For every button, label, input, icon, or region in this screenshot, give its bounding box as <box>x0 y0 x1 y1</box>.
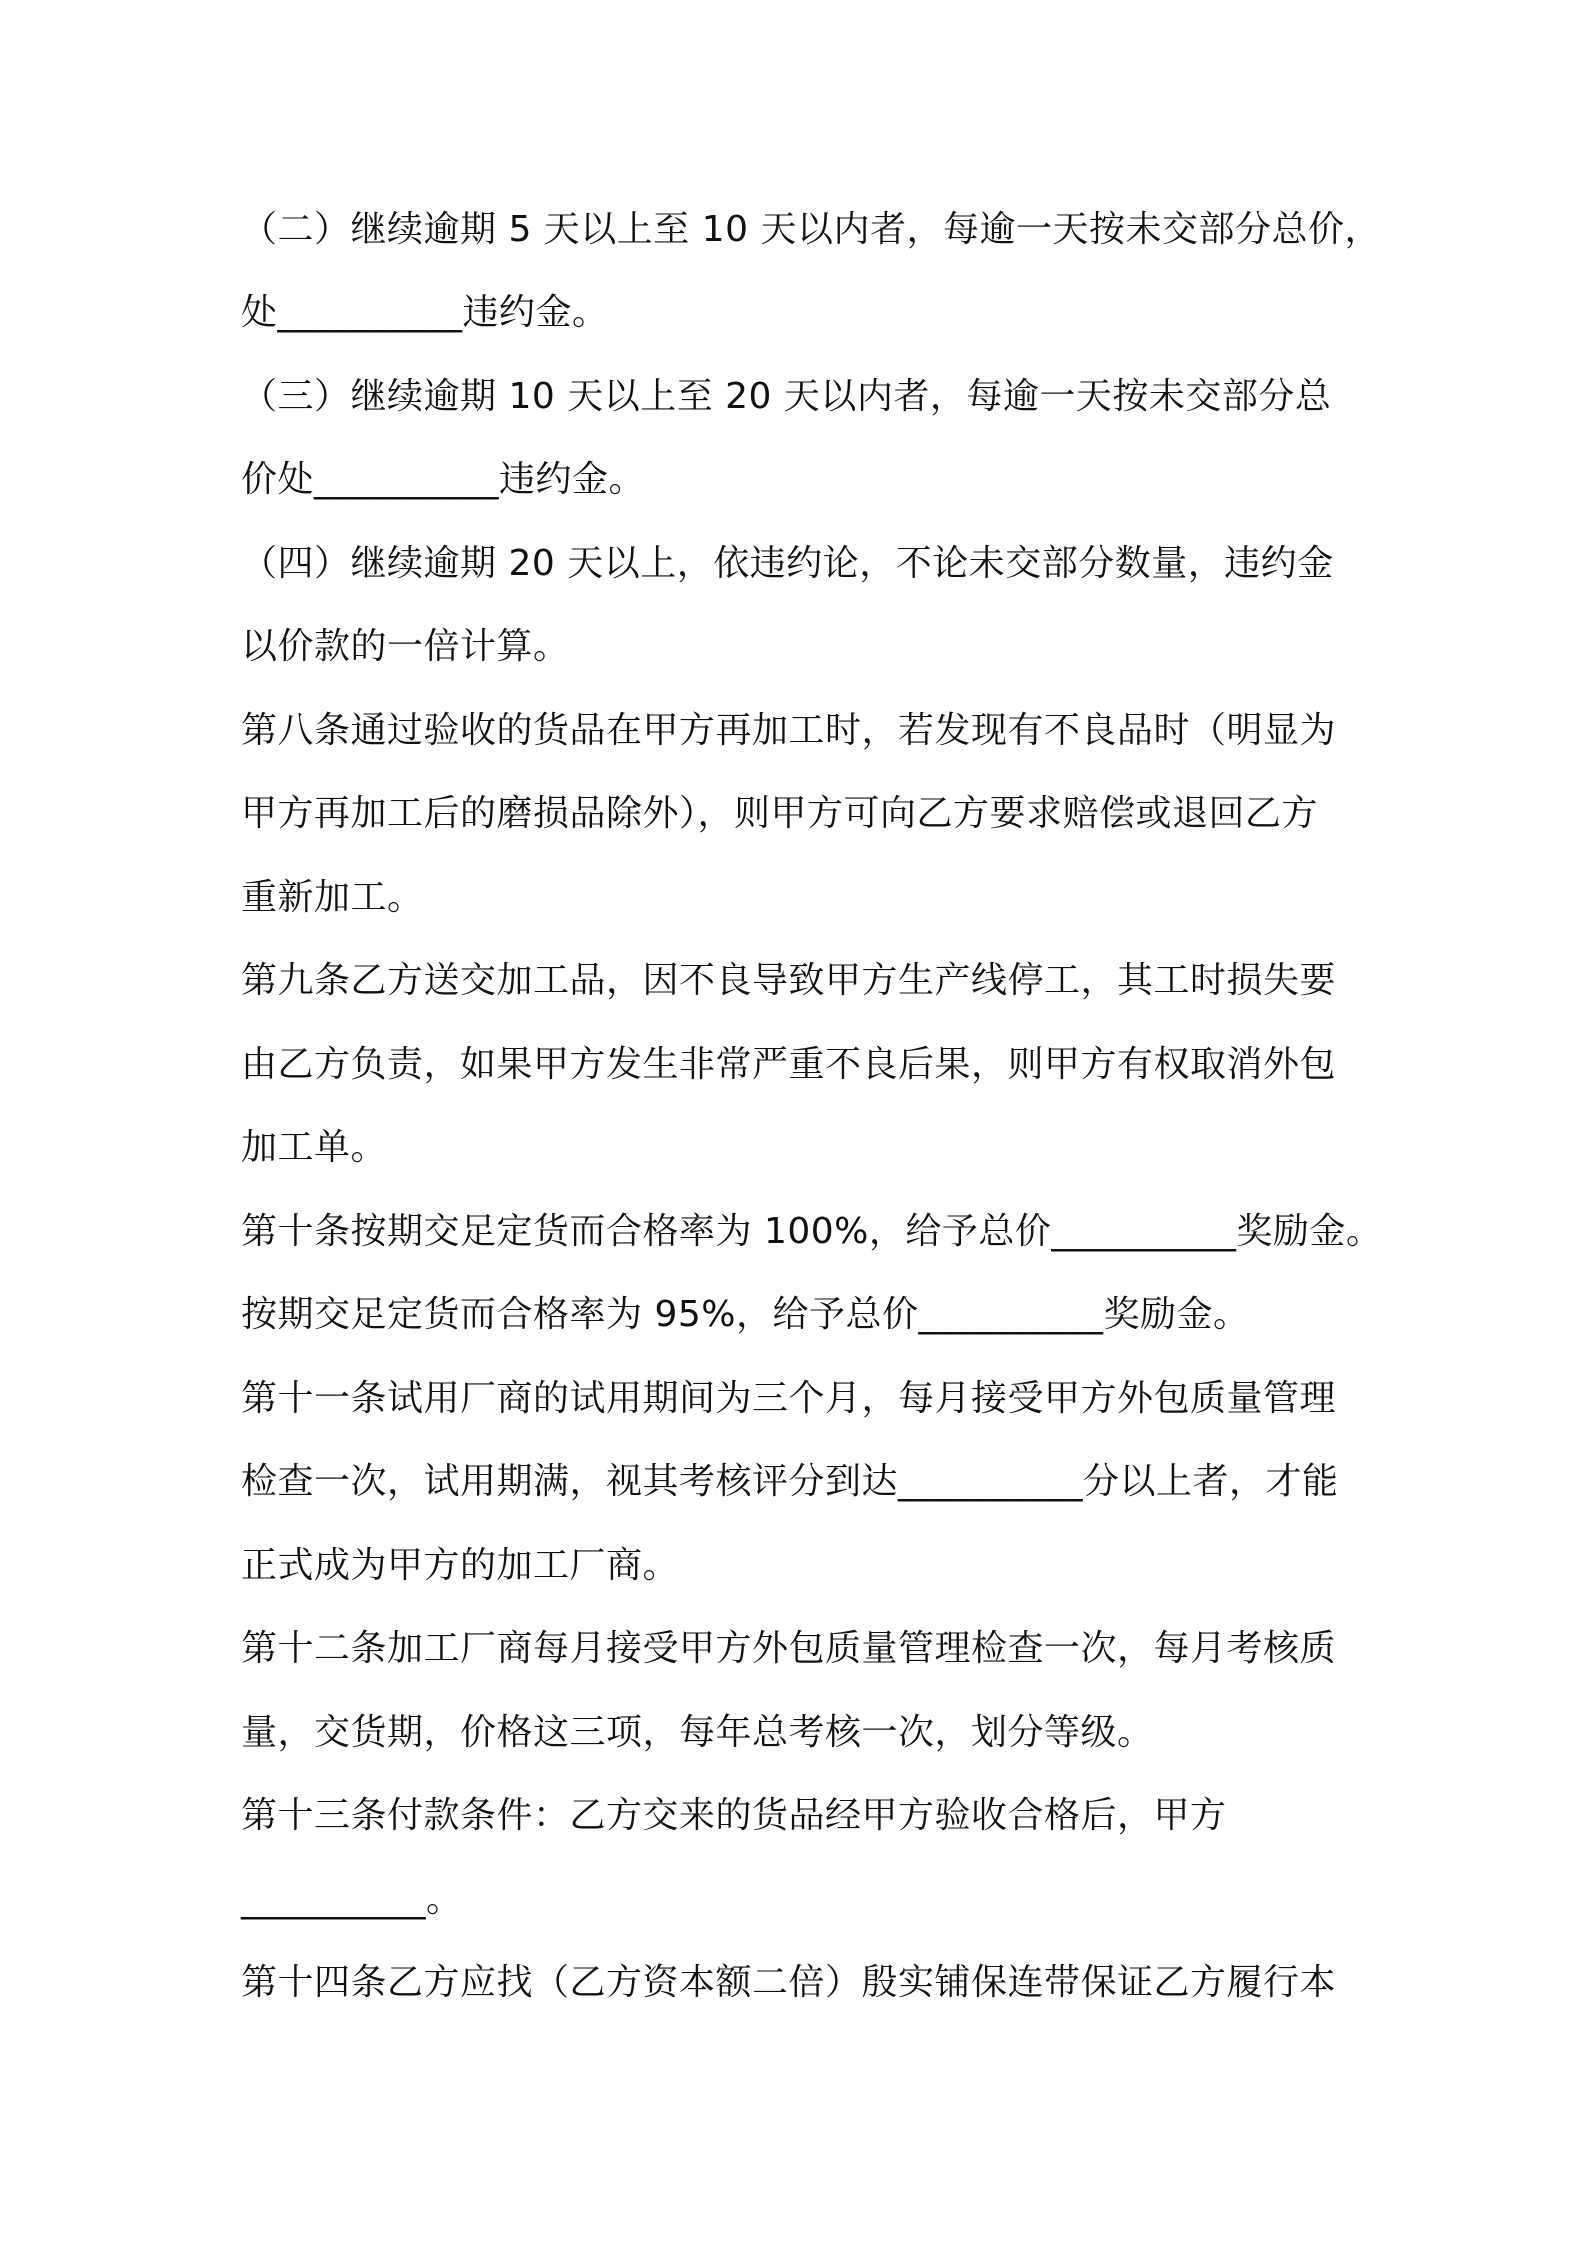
text-line: 第十四条乙方应找（乙方资本额二倍）殷实铺保连带保证乙方履行本 <box>241 1962 1337 2003</box>
text-line: __________。 <box>241 1879 463 1920</box>
text-line: 第十三条付款条件：乙方交来的货品经甲方验收合格后，甲方 <box>241 1795 1227 1836</box>
text-line: 价处__________违约金。 <box>241 459 646 500</box>
text-line: 第九条乙方送交加工品，因不良导致甲方生产线停工，其工时损失要 <box>241 960 1337 1001</box>
text-line: 以价款的一倍计算。 <box>241 626 570 667</box>
text-line: 第八条通过验收的货品在甲方再加工时，若发现有不良品时（明显为 <box>241 710 1337 751</box>
text-line: 第十一条试用厂商的试用期间为三个月，每月接受甲方外包质量管理 <box>241 1378 1337 1419</box>
text-line: 重新加工。 <box>241 877 424 918</box>
text-line: （三）继续逾期 10 天以上至 20 天以内者，每逾一天按未交部分总 <box>241 376 1332 417</box>
text-line: 量，交货期，价格这三项，每年总考核一次，划分等级。 <box>241 1712 1154 1753</box>
text-line: 第十二条加工厂商每月接受甲方外包质量管理检查一次，每月考核质 <box>241 1628 1337 1669</box>
text-line: 检查一次，试用期满，视其考核评分到达__________分以上者，才能 <box>241 1461 1339 1502</box>
text-line: 由乙方负责，如果甲方发生非常严重不良后果，则甲方有权取消外包 <box>241 1044 1337 1085</box>
text-line: 正式成为甲方的加工厂商。 <box>241 1545 680 1586</box>
text-line: 第十条按期交足定货而合格率为 100%，给予总价__________奖励金。 <box>241 1211 1383 1252</box>
text-line: （二）继续逾期 5 天以上至 10 天以内者，每逾一天按未交部分总价， <box>241 209 1381 250</box>
text-line: 甲方再加工后的磨损品除外），则甲方可向乙方要求赔偿或退回乙方 <box>241 793 1319 834</box>
text-line: （四）继续逾期 20 天以上，依违约论，不论未交部分数量，违约金 <box>241 543 1334 584</box>
text-line: 按期交足定货而合格率为 95%，给予总价__________奖励金。 <box>241 1294 1250 1335</box>
text-line: 处__________违约金。 <box>241 292 609 333</box>
text-line: 加工单。 <box>241 1127 388 1168</box>
